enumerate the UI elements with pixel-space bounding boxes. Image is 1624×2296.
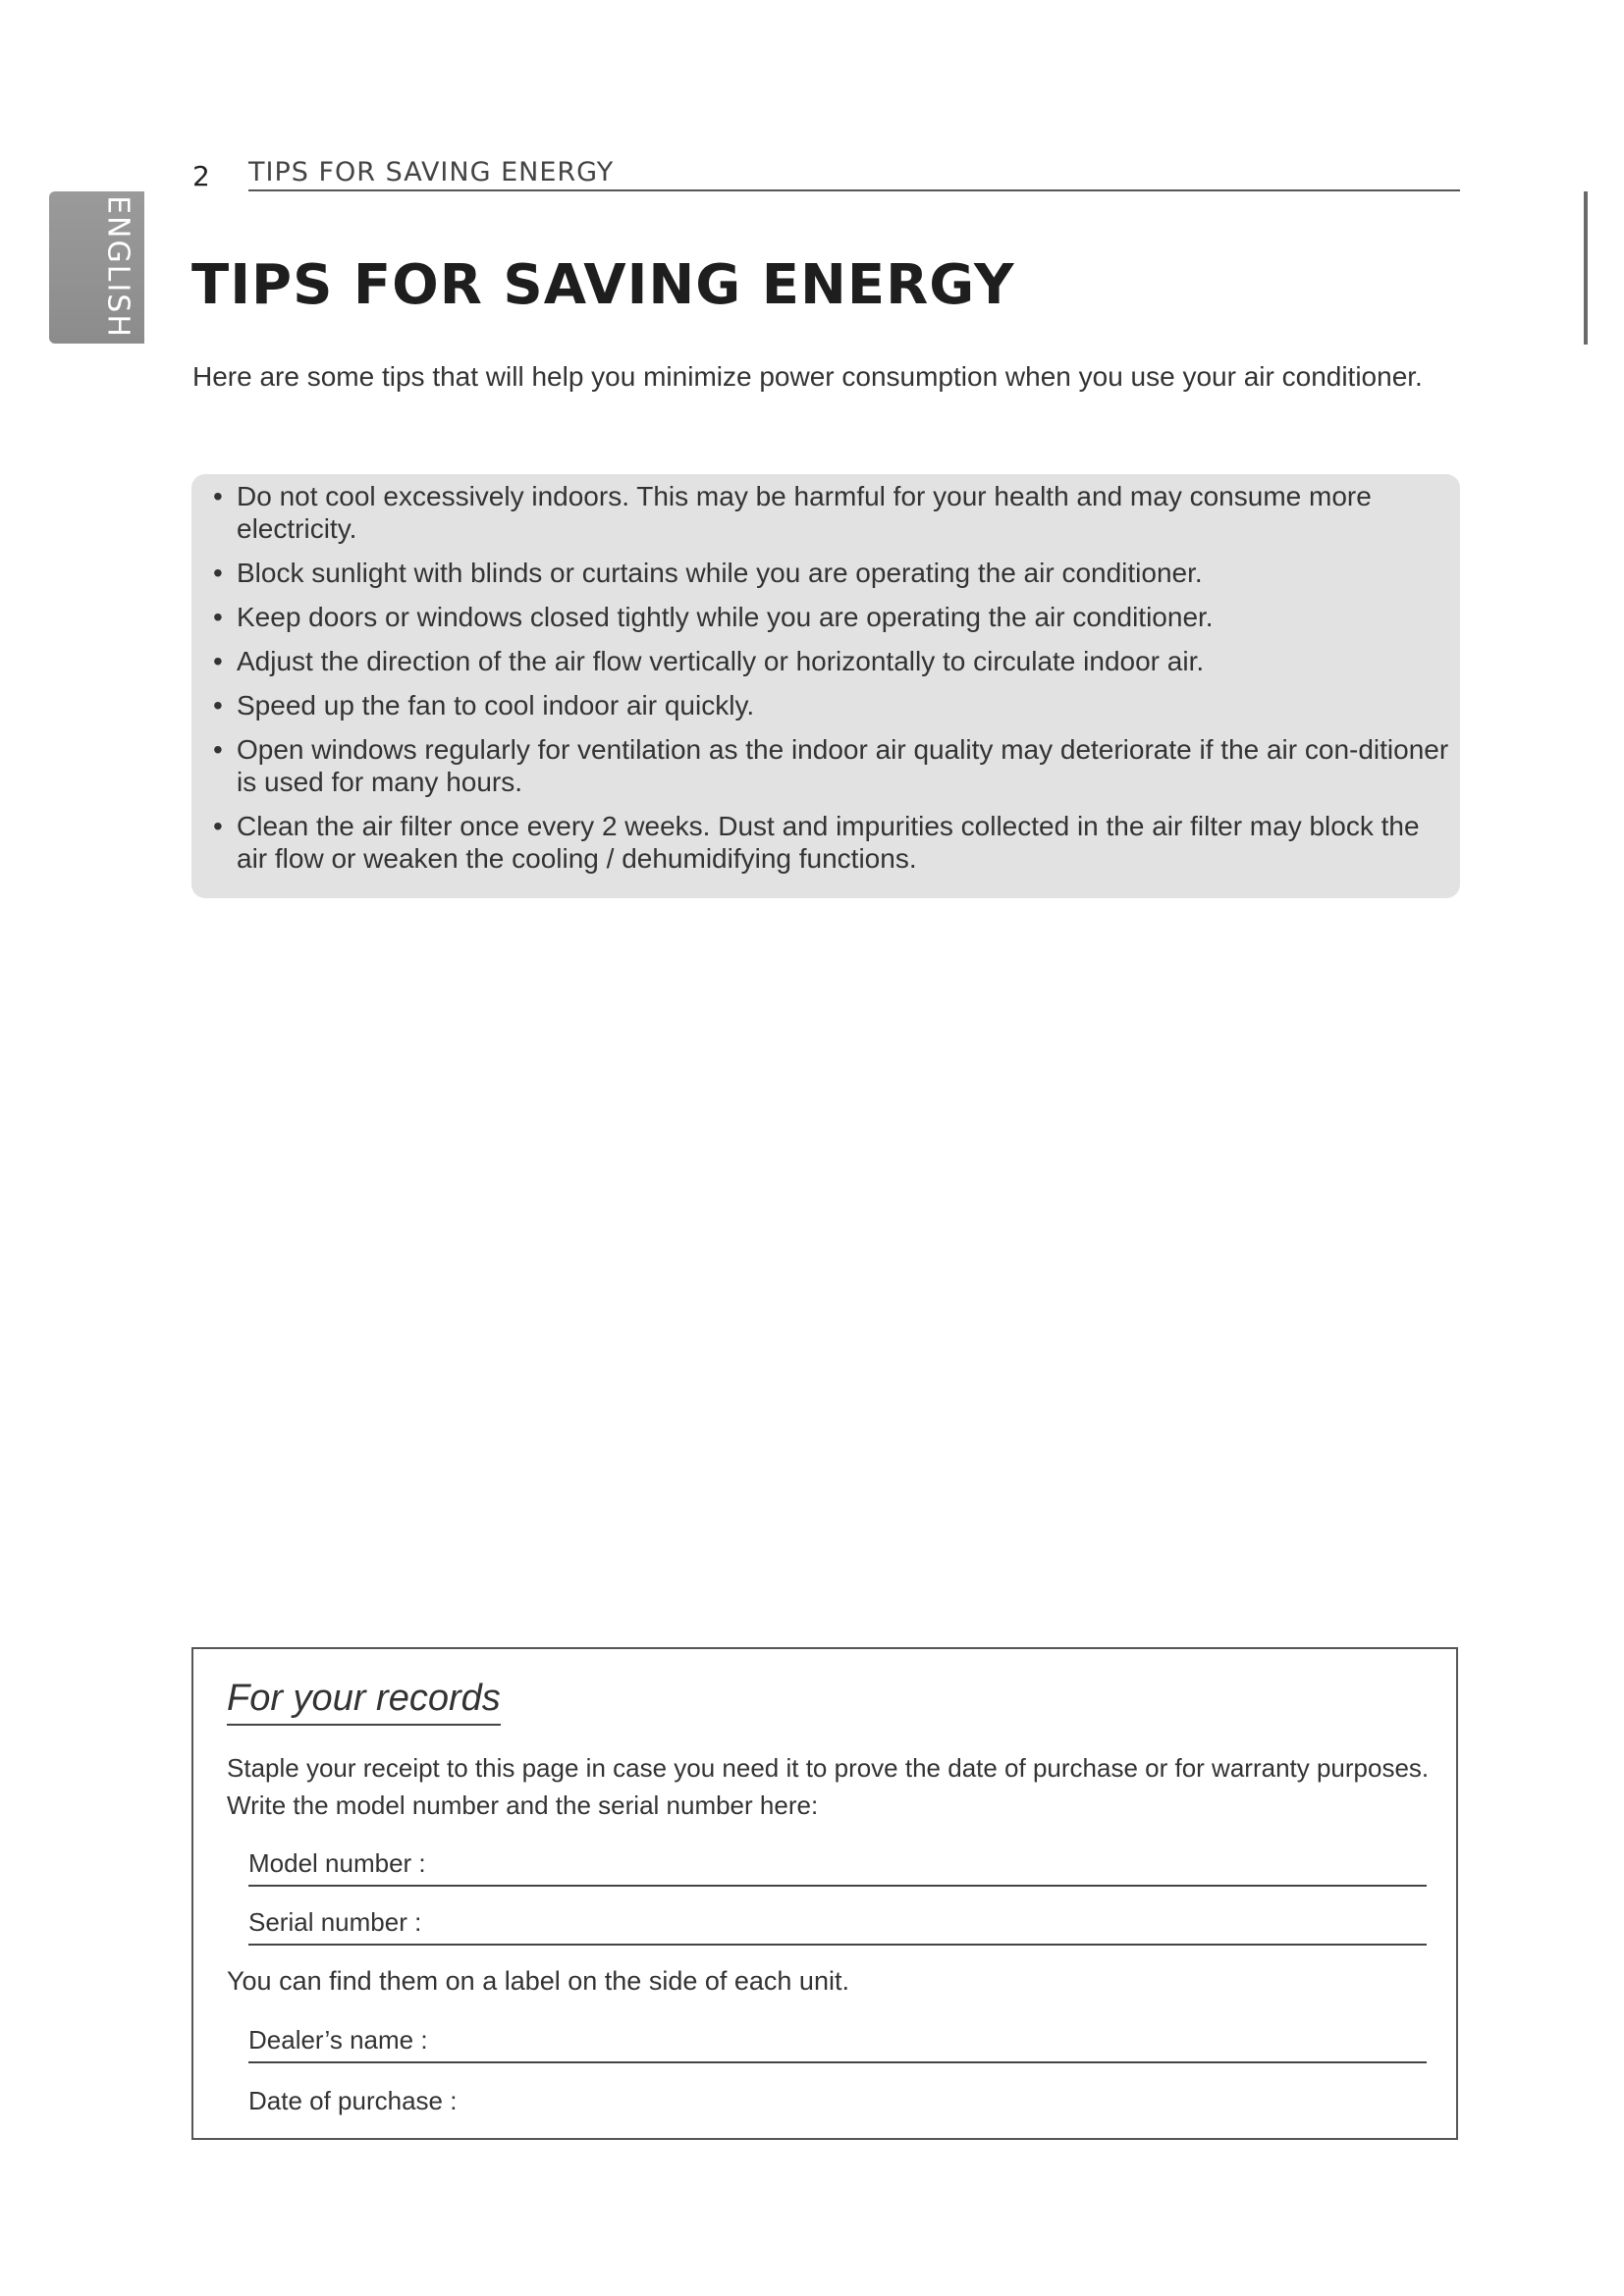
bullet-icon: • (213, 690, 223, 721)
bullet-icon: • (213, 734, 223, 765)
purchase-date-label: Date of purchase : (248, 2086, 458, 2115)
bullet-icon: • (213, 602, 223, 632)
bullet-icon: • (213, 811, 223, 841)
bullet-icon: • (213, 558, 223, 588)
running-header: TIPS FOR SAVING ENERGY (248, 157, 615, 187)
tip-item (213, 557, 1455, 589)
model-number-label: Model number : (248, 1848, 426, 1878)
page-number: 2 (192, 160, 210, 192)
serial-number-field[interactable] (248, 1904, 1427, 1946)
tip-item (213, 645, 1455, 677)
tip-item (213, 733, 1455, 798)
bullet-icon: • (213, 646, 223, 676)
dealer-name-label: Dealer’s name : (248, 2025, 428, 2055)
tip-text: Open windows regularly for ventilation as the indoor air quality may deteriorate if the air con-ditioner is used for many hours. (237, 734, 1449, 797)
margin-marker (1584, 191, 1588, 345)
serial-number-label: Serial number : (248, 1907, 422, 1937)
purchase-date-field[interactable] (248, 2083, 1427, 2122)
tip-item (213, 480, 1455, 545)
tip-text: Adjust the direction of the air flow vertically or horizontally to circulate indoor air. (237, 646, 1205, 676)
records-note: You can find them on a label on the side of each unit. (227, 1966, 849, 1996)
tip-item (213, 810, 1455, 875)
tip-text: Block sunlight with blinds or curtains while you are operating the air conditioner. (237, 558, 1203, 588)
language-tab-label: ENGLISH (100, 195, 135, 339)
bullet-icon: • (213, 481, 223, 511)
intro-paragraph: Here are some tips that will help you minimize power consumption when you use your air conditioner. (192, 361, 1423, 392)
tip-item (213, 689, 1455, 721)
dealer-name-field[interactable] (248, 2022, 1427, 2063)
header-divider (248, 189, 1460, 191)
records-box (191, 1647, 1458, 2140)
tip-text: Keep doors or windows closed tightly while you are operating the air conditioner. (237, 602, 1214, 632)
model-number-field[interactable] (248, 1845, 1427, 1887)
records-intro: Staple your receipt to this page in case you need it to prove the date of purchase or for warranty purposes. Write the model number and the serial number here: (227, 1753, 1430, 1820)
tip-text: Speed up the fan to cool indoor air quickly. (237, 690, 755, 721)
tips-list (213, 480, 1455, 886)
records-title: For your records (227, 1677, 501, 1726)
tip-text: Clean the air filter once every 2 weeks. Dust and impurities collected in the air filter may block the air flow or weaken the cooling / dehumidifying functions. (237, 811, 1420, 874)
tips-panel (191, 474, 1460, 898)
page-title: TIPS FOR SAVING ENERGY (191, 253, 1015, 317)
tip-text: Do not cool excessively indoors. This may be harmful for your health and may consume more electricity. (237, 481, 1372, 544)
tip-item (213, 601, 1455, 633)
